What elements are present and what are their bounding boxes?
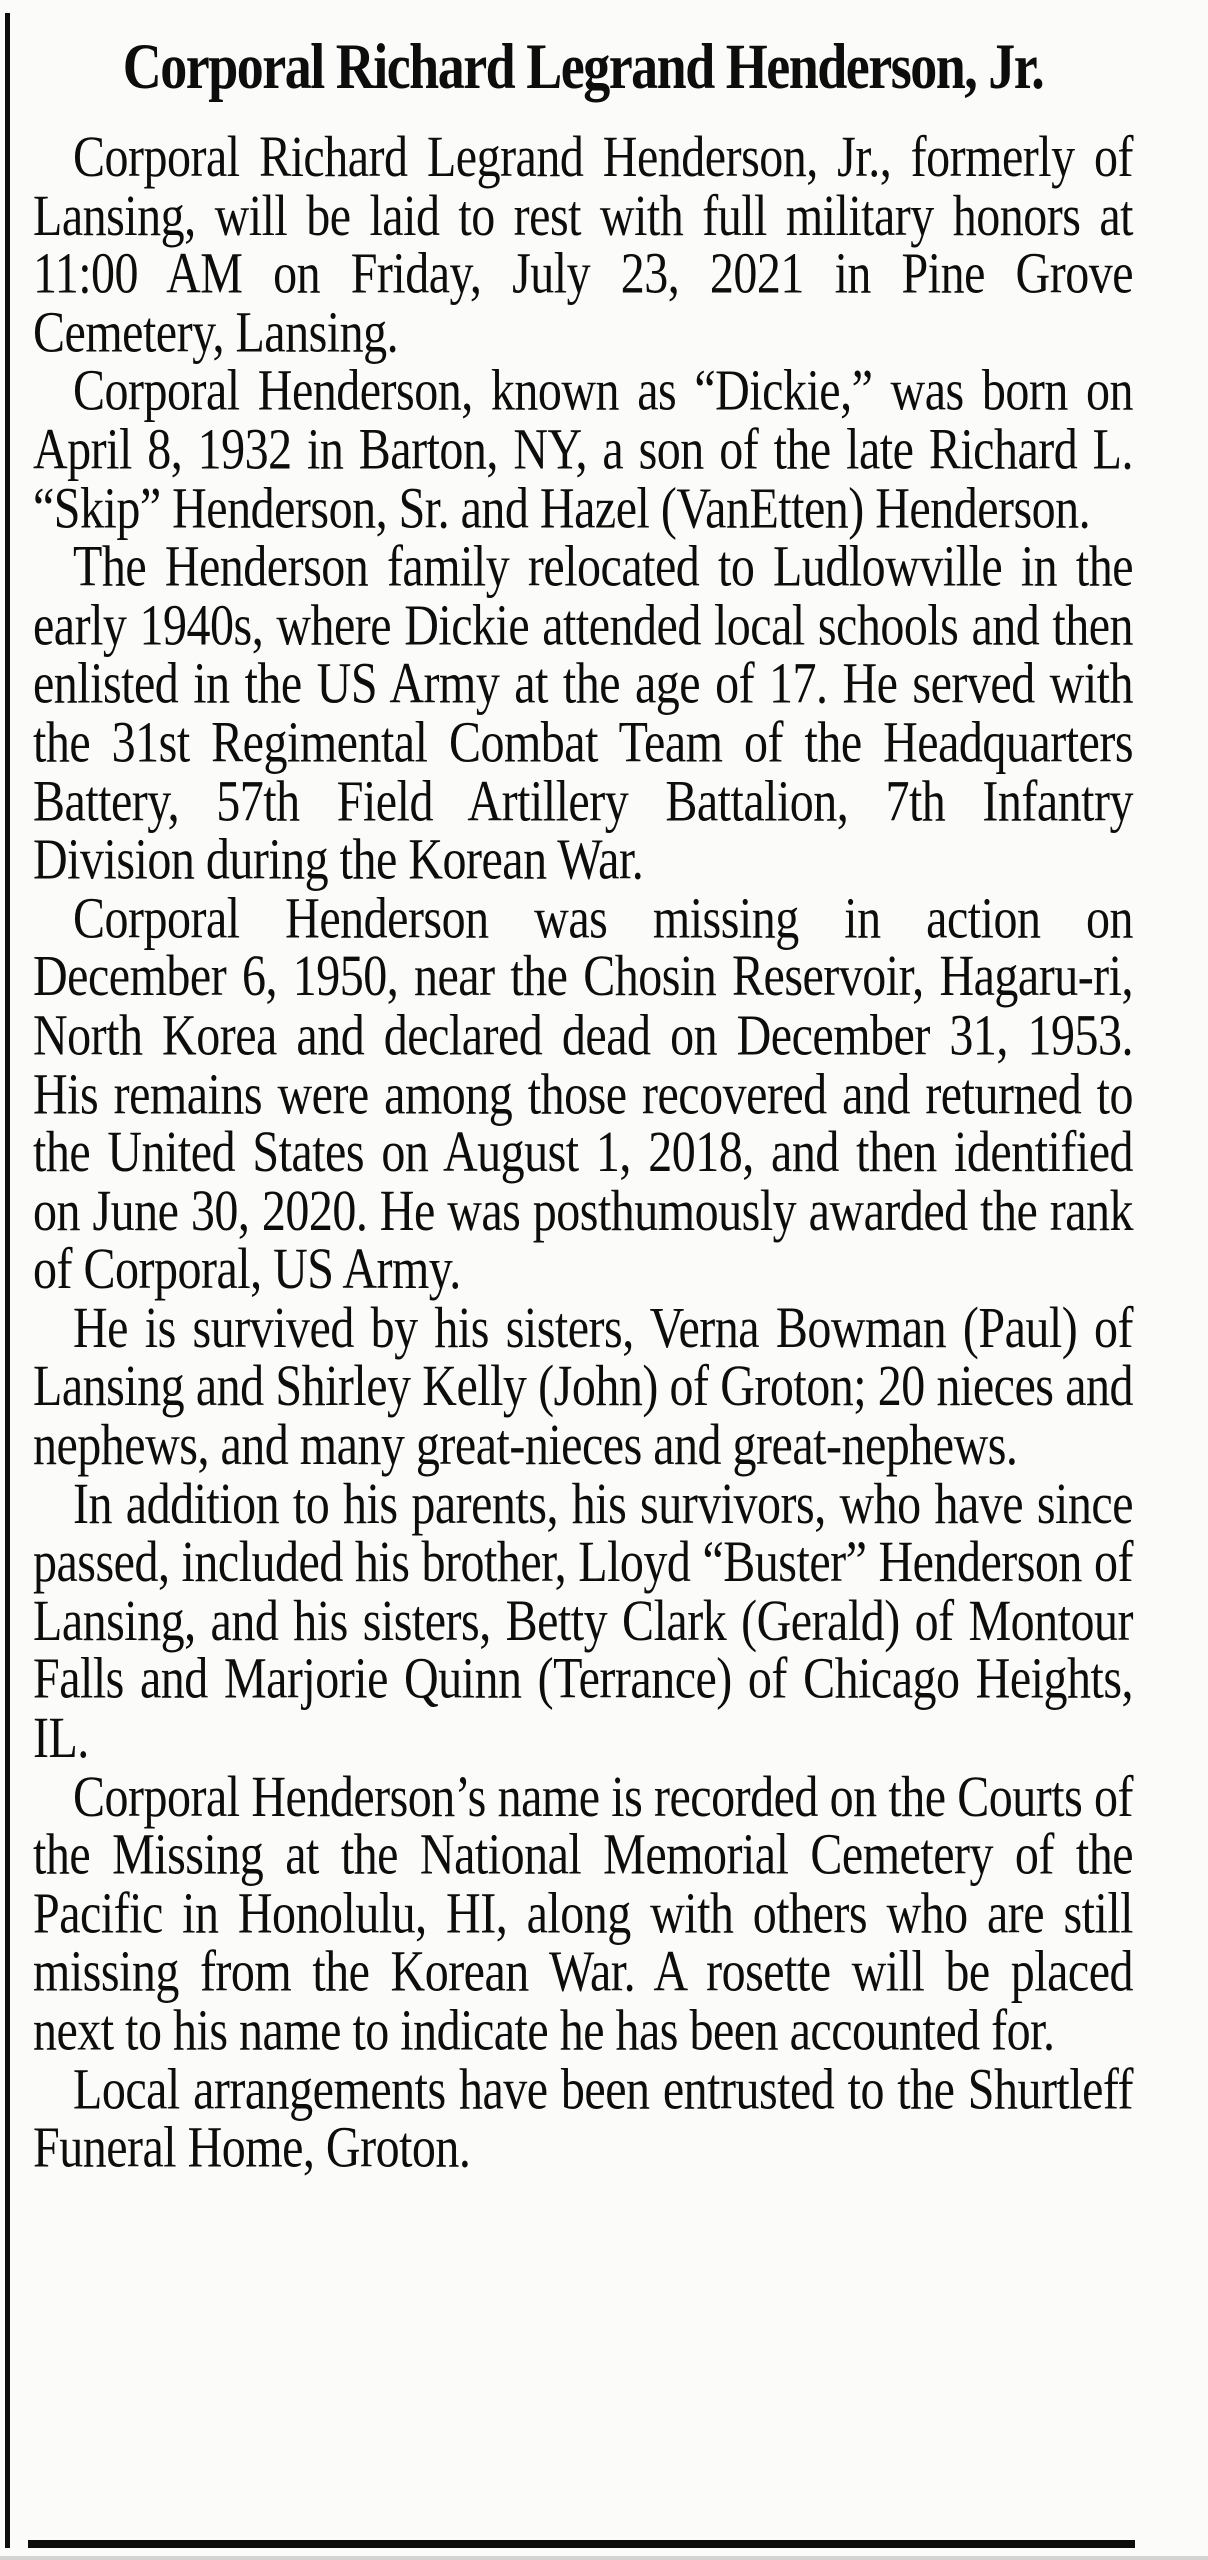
obituary-paragraph: Corporal Henderson’s name is recorded on the Courts of the Missing at the National Memorial Cemetery of the Pacific in Honolulu, HI, along with others who are still missing from the Korean War. A rosette will be placed next to his name to indicate he has been accounted for. xyxy=(33,1764,1133,2063)
obituary-article xyxy=(33,30,1133,2178)
obituary-body xyxy=(33,125,1133,2180)
scan-edge-artifact xyxy=(0,2556,1208,2560)
bottom-rule xyxy=(28,2540,1135,2548)
obituary-paragraph: In addition to his parents, his survivors, who have since passed, included his brother, Lloyd “Buster” Henderson of Lansing, and his sisters, Betty Clark (Gerald) of Montour Falls and Marjorie Quinn (Terrance) of Chicago Heights, IL. xyxy=(33,1471,1133,1771)
obituary-paragraph: Corporal Henderson, known as “Dickie,” was born on April 8, 1932 in Barton, NY, a son of the late Richard L. “Skip” Henderson, Sr. and Hazel (VanEtten) Henderson. xyxy=(33,359,1133,541)
obituary-paragraph: He is survived by his sisters, Verna Bowman (Paul) of Lansing and Shirley Kelly (John) of Groton; 20 nieces and nephews, and many great-nieces and great-nephews. xyxy=(33,1296,1133,1478)
obituary-paragraph: Corporal Henderson was missing in action on December 6, 1950, near the Chosin Reservoir, Hagaru-ri, North Korea and declared dead on December 31, 1953. His remains were among those recovered and returned to the United States on August 1, 2018, and then identified on June 30, 2020. He was posthumously awarded the rank of Corporal, US Army. xyxy=(33,886,1133,1302)
obituary-title: Corporal Richard Legrand Henderson, Jr. xyxy=(122,30,1044,103)
obituary-paragraph: Local arrangements have been entrusted to the Shurtleff Funeral Home, Groton. xyxy=(33,2057,1133,2180)
obituary-paragraph: Corporal Richard Legrand Henderson, Jr., formerly of Lansing, will be laid to rest with full military honors at 11:00 AM on Friday, July 23, 2021 in Pine Grove Cemetery, Lansing. xyxy=(33,125,1133,365)
obituary-paragraph: The Henderson family relocated to Ludlowville in the early 1940s, where Dickie attended local schools and then enlisted in the US Army at the age of 17. He served with the 31st Regimental Combat Team of the Headquarters Battery, 57th Field Artillery Battalion, 7th Infantry Division during the Korean War. xyxy=(33,535,1133,892)
column-rule xyxy=(5,13,10,2548)
